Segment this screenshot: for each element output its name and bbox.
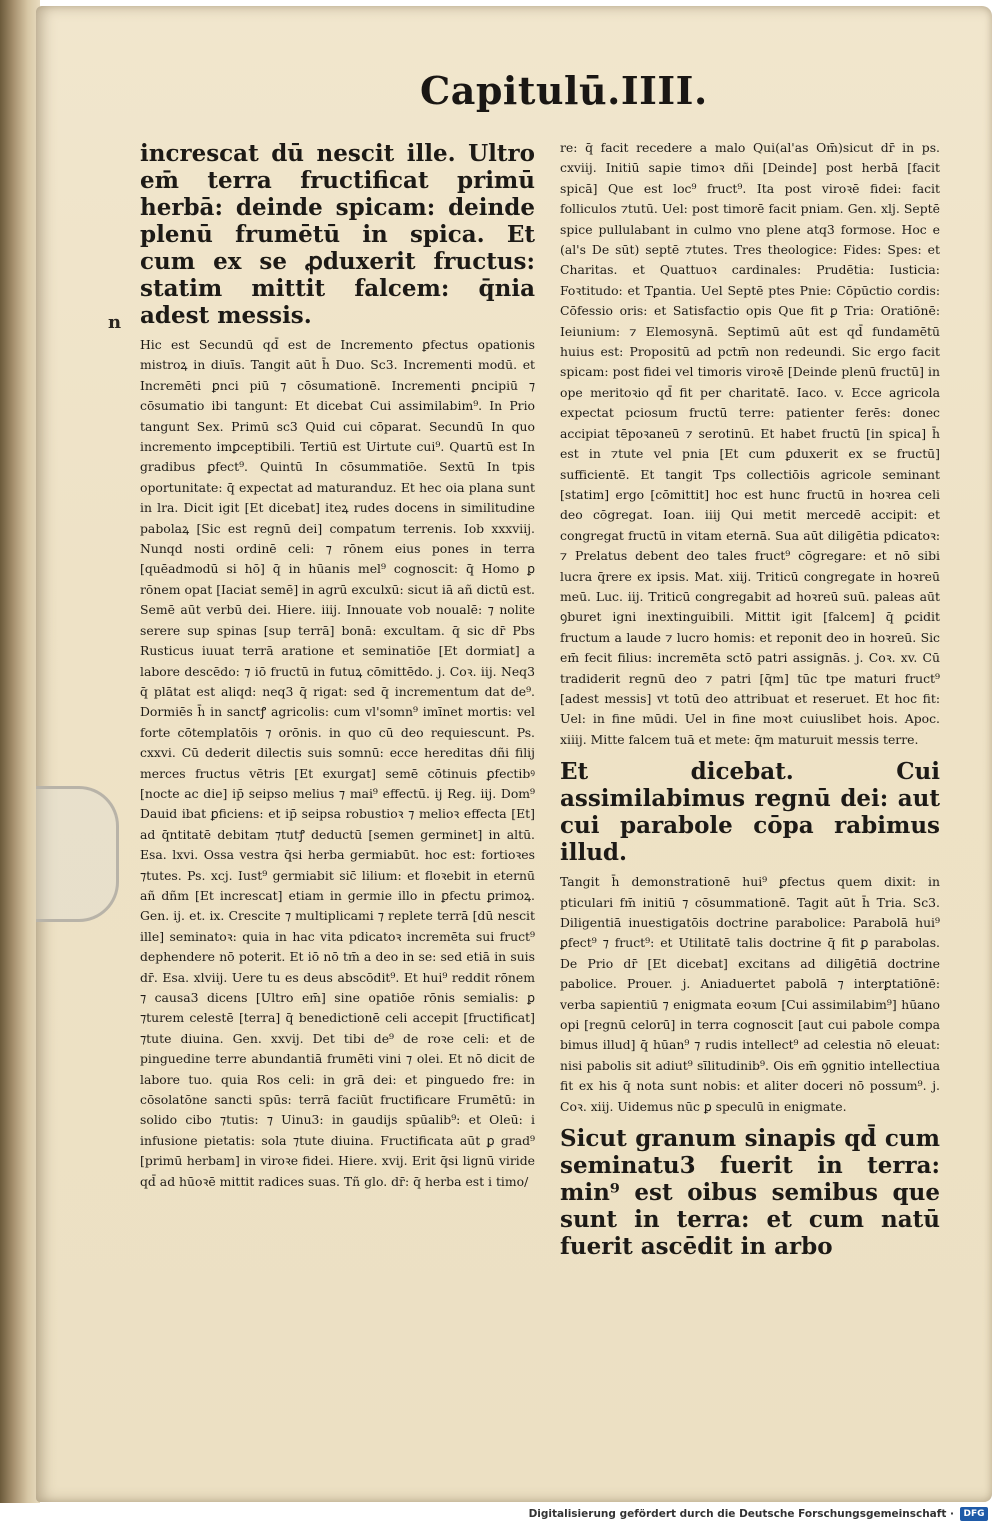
dfg-logo: DFG <box>960 1507 988 1521</box>
left-lemma: increscat dū nescit ille. Ultro em̄ terra fructificat primū herbā: deinde spicam: deinde plenū frumētū in spica. Et cum ex se ꝓduxerit fructus: statim mittit falcem: q̄nia adest messis. <box>140 140 535 329</box>
right-commentary-2: Tangit h̄ demonstrationē hui⁹ ꝑfectus quem dixit: in pticulari fm̄ initiū ⁊ cōsummationē. Tagit aūt h̄ Tria. Sc3. Diligentiā inuestigatōis doctrine parabolice: Parabolā hui⁹ ꝑfect⁹ ⁊ fruct⁹: et Utilitatē talis doctrine q̄ fit ꝑ parabolas. De Prio dr̄ [Et dicebat] excitans ad diligētiā doctrine pabolice. Prouer. j. Aniaduertet pabolā ⁊ interꝑtatiōnē: verba sapientiū ⁊ enigmata eoꝛum [Cui assimilabim⁹] hūano opi [regnū celorū] in terra cognoscit [aut cui pabole compa bimus illud] q̄ hūan⁹ ⁊ rudis intellect⁹ ad celestia nō eleuat: nisi pabolis sit adiut⁹ sīlitudinib⁹. Ois em̄ ꝯgnitio intellectiua fit ex his q̄ nota sunt nobis: et aliter doceri nō possum⁹. j. Coꝛ. xiij. Uidemus nūc ꝑ speculū in enigmate. <box>560 874 940 1114</box>
footer-bar <box>0 1503 1000 1525</box>
right-lemma-3: Sicut granum sinapis qd̄ cum seminatu3 fuerit in terra: min⁹ est oibus semibus que sunt in terra: et cum natū fuerit ascēdit in arbo <box>560 1125 940 1261</box>
right-column <box>560 138 940 1266</box>
right-lemma-2: Et dicebat. Cui assimilabimus regnū dei: aut cui parabole cōpa rabimus illud. <box>560 758 940 867</box>
margin-marker: n <box>108 312 122 333</box>
left-column <box>140 140 535 1200</box>
chapter-heading: Capitulū.IIII. <box>420 68 708 113</box>
footer-credit: Digitalisierung gefördert durch die Deutsche Forschungsgemeinschaft · <box>528 1508 954 1520</box>
paper-clip <box>36 786 119 922</box>
right-commentary-1: re: q̄ facit recedere a malo Qui(al'as Om̄)sicut dr̄ in ps. cxviij. Initiū sapie timoꝛ dñi [Deinde] post herbā [facit spicā] Que est loc⁹ fruct⁹. Ita post viroꝛē fidei: facit folliculos ⁊tutū. Uel: post timorē facit pniam. Gen. xlj. Septē spice pullulabant in culmo vno plene atq3 formose. Hoc e (al's De sūt) septē ⁊tutes. Tres theologice: Fides: Spes: et Charitas. et Quattuoꝛ cardinales: Prudētia: Iusticia: Foꝛtitudo: et Tꝑantia. Uel Septē ptes Pnie: Cōpūctio cordis: Cōfessio oris: et Satisfactio opis Que fit ꝑ Tria: Oratiōnē: Ieiunium: ⁊ Elemosynā. Septimū aūt est qd̄ fundamētū huius est: Propositū ad pctm̄ non redeundi. Sic ergo facit spicam: post fidei vel timoris viroꝛē [Deinde plenū fructū] in ope meritoꝛio qd̄ fit per charitatē. Iaco. v. Ecce agricola expectat pciosum fructū terre: patienter ferēs: donec accipiat tēpoꝛaneū ⁊ serotinū. Et habet fructū [in spica] h̄ est in ⁊tute vel pnia [Et cum ꝑduxerit ex se fructū] sufficientē. Et tangit Tps collectiōis agricole seminant [statim] ergo [cōmittit] hoc est hunc fructū in hoꝛrea celi deo cōgregat. Ioan. iiij Qui metit mercedē accipit: et congregat fructū in vitam eternā. Sua aūt diligētia pdicatoꝛ: ⁊ Prelatus debent deo tales fruct⁹ cōgregare: et nō sibi lucra q̄rere ex ipsis. Mat. xiij. Triticū congregate in hoꝛreū meū. Luc. iij. Triticū congregabit ad hoꝛreū suū. paleas aūt ꝯburet igni inextinguibili. Mittit igit [falcem] q̄ ꝑcidit fructum a laude ⁊ lucro homis: et reponit deo in hoꝛreū. Sic em̄ fecit filius: incremēta sctō patri assignās. j. Coꝛ. xv. Cū tradiderit regnū deo ⁊ patri [q̄m] tūc tpe maturi fruct⁹ [adest messis] vt totū deo attribuat et reseruet. Et hoc fit: Uel: in fine mūdi. Uel in fine moꝛt cuiuslibet hois. Apoc. xiiij. Mitte falcem tuā et mete: q̄m maturuit messis terre. <box>560 140 940 747</box>
left-commentary: Hic est Secundū qd̄ est de Incremento ꝑfectus opationis mistroꝝ in diuīs. Tangit aūt h̄ Duo. Sc3. Incrementi modū. et Incremēti ꝑnci piū ⁊ cōsumationē. Incrementi ꝑncipiū ⁊ cōsumatio ibi tangunt: Et dicebat Cui assimilabim⁹. In Prio tangunt Sex. Primū sc3 Quid cui cōparat. Secundū In quo incremento imꝑceptibili. Tertiū est Uirtute cui⁹. Quartū est In gradibus ꝑfect⁹. Quintū In cōsummatiōe. Sextū In tpis oportunitate: q̄ expectat ad maturanduz. Et hec oia plana sunt in lra. Dicit igit [Et dicebat] iteꝝ rudes docens in similitudine pabolaꝝ [Sic est regnū dei] compatum terrenis. Iob xxxviij. Nunqd nosti ordinē celi: ⁊ rōnem eius pones in terra [quēadmodū si hō] q̄ in hūanis mel⁹ cognoscit: q̄ Homo ꝑ rōnem opat [Iaciat semē] in agrū exculxū: sicut iā añ dictū est. Semē aūt verbū dei. Hiere. iiij. Innouate vob noualē: ⁊ nolite serere sup spinas [sup terrā] bonā: excultam. q̄ sic dr̄ Pbs Rusticus iuuat terrā aratione et seminatiōe [Et dormiat] a labore descēdo: ⁊ iō fructū in futuꝝ cōmittēdo. j. Coꝛ. iij. Neq3 q̄ plātat est aliqd: neq3 q̄ rigat: sed q̄ incrementum dat de⁹. Dormiēs h̄ in sanctꝭ agricolis: cum vl'somn⁹ imīnet mortis: vel forte cōtemplatōis ⁊ orōnis. in quo cū deo requiescunt. Ps. cxxvi. Cū dederit dilectis suis somnū: ecce hereditas dñi filij merces fructus vētris [Et exurgat] semē cōtinuis ꝑfectibꝰ [nocte ac die] ip̄ seipso melius ⁊ mai⁹ effectū. ij Reg. iij. Dom⁹ Dauid ibat ꝑficiens: et ip̄ seipsa robustioꝛ ⁊ melioꝛ effecta [Et] ad q̄ntitatē debitam ⁊tutꝭ deductū [semen germinet] in altū. Esa. lxvi. Ossa vestra q̄si herba germiabūt. hoc est: fortioꝛes ⁊tutes. Ps. xcj. Iust⁹ germiabit sic̄ lilium: et floꝛebit in eternū añ dñm [Et increscat] etiam in germie illo in ꝑfectu ꝑrimoꝝ. Gen. ij. et. ix. Crescite ⁊ multiplicami ⁊ replete terrā [dū nescit ille] seminatoꝛ: quia in hac vita pdicatoꝛ incremēta sui fruct⁹ dephendere nō poterit. Et iō nō tm̄ a deo in se: sed etiā in suis dr̄. Esa. xlviij. Uere tu es deus abscōdit⁹. Et hui⁹ reddit rōnem ⁊ causa3 dicens [Ultro em̄] sine opatiōe rōnis semialis: ꝑ ⁊turem celestē [terra] q̄ benedictionē celi accepit [fructificat] ⁊tute diuina. Gen. xxvij. Det tibi de⁹ de roꝛe celi: et de pinguedine terre abundantiā frumēti vini ⁊ olei. Et nō dicit de labore tuo. quia Ros celi: in grā dei: et pinguedo fre: in cōsolatōne sancti spūs: terrā faciūt fructificare Frumētū: in solido cibo ⁊tutis: ⁊ Uinu3: in gaudijs spūalib⁹: et Oleū: i infusione pietatis: sola ⁊tute diuina. Fructificata aūt ꝑ grad⁹ [primū herbam] in viroꝛe fidei. Hiere. xvij. Erit q̄si lignū viride qd̄ ad hūoꝛē mittit radices suas. Tñ glo. dr̄: q̄ herba est i timo/ <box>140 337 535 1189</box>
book-page-edge <box>0 0 40 1510</box>
